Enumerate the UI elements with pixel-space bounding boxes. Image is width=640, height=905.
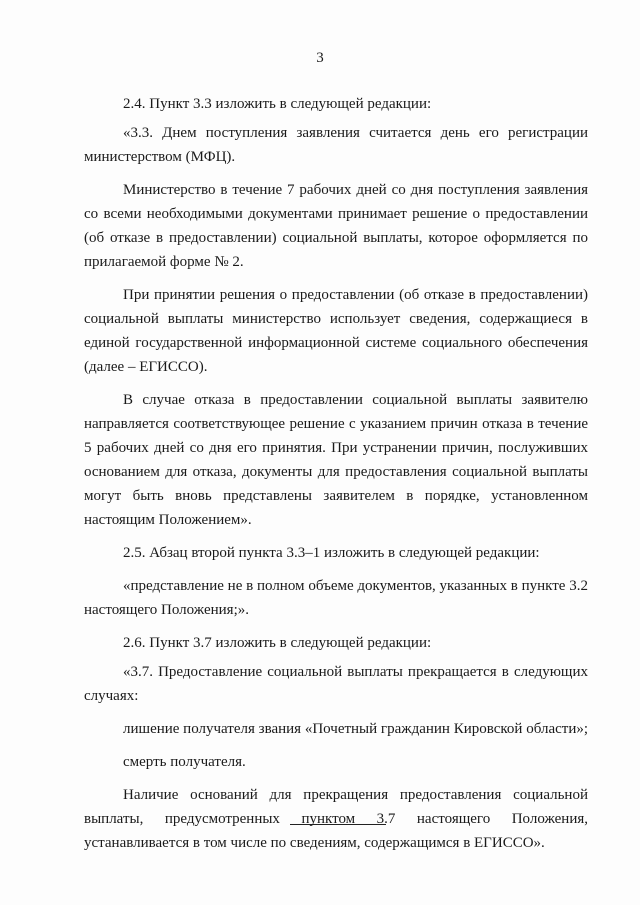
paragraph-2-4: 2.4. Пункт 3.3 изложить в следующей редакции: bbox=[123, 96, 432, 112]
page-number: 3 bbox=[316, 50, 324, 66]
paragraph-death: смерть получателя. bbox=[123, 754, 246, 770]
document-body bbox=[84, 92, 588, 855]
paragraph-title-deprivation: лишение получателя звания «Почетный гражданин Кировской области»; bbox=[123, 721, 589, 737]
paragraph-decision-term: Министерство в течение 7 рабочих дней со дня поступления заявления со всеми необходимыми документами принимает решение о предоставлении (об отказе в предоставлении) социальной выплаты, которое оформляется по прилагаемой форме № 2. bbox=[84, 182, 588, 270]
closing-rule bbox=[290, 824, 386, 825]
paragraph-refusal: В случае отказа в предоставлении социальной выплаты заявителю направляется соответствующее решение с указанием причин отказа в течение 5 рабочих дней со дня его принятия. При устранении причин, послуживших основанием для отказа, документы для предоставления социальной выплаты могут быть вновь представлены заявителем в порядке, установленном настоящим Положением». bbox=[84, 392, 588, 528]
paragraph-3-3: «3.3. Днем поступления заявления считается день его регистрации министерством (МФЦ). bbox=[84, 125, 588, 165]
paragraph-2-6: 2.6. Пункт 3.7 изложить в следующей редакции: bbox=[123, 635, 432, 651]
paragraph-incomplete-docs: «представление не в полном объеме документов, указанных в пункте 3.2 настоящего Положения;». bbox=[84, 578, 588, 618]
paragraph-grounds: Наличие оснований для прекращения предоставления социальной выплаты, предусмотренных пунктом 3.7 настоящего Положения, устанавливается в том числе по сведениям, содержащимся в ЕГИССО». bbox=[84, 787, 588, 851]
paragraph-egisso: При принятии решения о предоставлении (об отказе в предоставлении) социальной выплаты министерство использует сведения, содержащиеся в единой государственной информационной системе социального обеспечения (далее – ЕГИССО). bbox=[84, 287, 588, 375]
paragraph-2-5: 2.5. Абзац второй пункта 3.3–1 изложить в следующей редакции: bbox=[123, 545, 540, 561]
paragraph-3-7: «3.7. Предоставление социальной выплаты прекращается в следующих случаях: bbox=[84, 664, 588, 704]
